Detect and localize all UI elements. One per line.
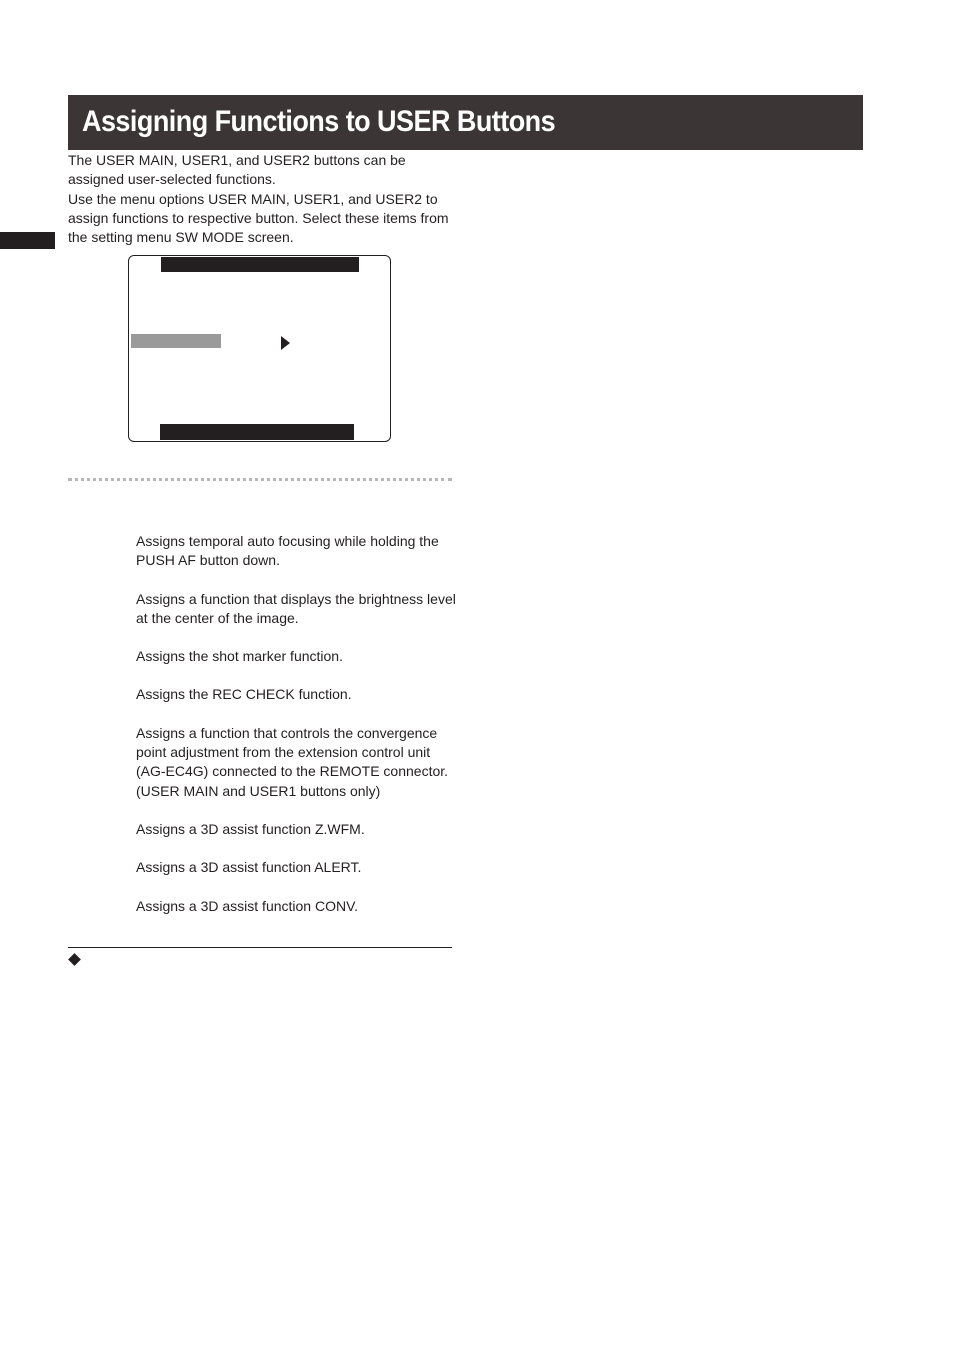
section-divider [68,947,452,948]
option-description: Assigns the shot marker function. [136,648,343,665]
option-list [136,532,456,935]
triangle-right-icon [281,336,290,350]
option-description: Assigns a 3D assist function Z.WFM. [136,820,365,837]
option-description: Assigns the REC CHECK function. [136,686,352,703]
option-description: Assigns a function that controls the convergence point adjustment from the extension control unit (AG-EC4G) connected to the REMOTE connector. (USER MAIN and USER1 buttons only) [136,724,449,799]
option-description: Assigns a function that displays the brightness level at the center of the image. [136,590,456,626]
option-description: Assigns a 3D assist function ALERT. [136,859,362,876]
option-description: Assigns temporal auto focusing while holding the PUSH AF button down. [136,533,439,569]
intro-text [68,151,458,247]
side-section-tab [0,232,55,249]
menu-screen-title-bar [161,257,359,272]
title-bar [68,95,863,150]
page-title: Assigning Functions to USER Buttons [82,105,556,138]
intro-paragraph-2: Use the menu options USER MAIN, USER1, and USER2 to assign functions to respective button. Select these items from the setting menu SW MODE screen. [68,190,449,246]
dotted-divider [68,478,452,481]
option-description: Assigns a 3D assist function CONV. [136,897,359,914]
menu-screen-bottom-bar [160,424,354,440]
menu-screen-illustration [128,255,391,442]
intro-paragraph-1: The USER MAIN, USER1, and USER2 buttons can be assigned user-selected functions. [68,152,406,188]
menu-screen-selected-item [131,334,221,348]
diamond-icon [68,953,81,966]
